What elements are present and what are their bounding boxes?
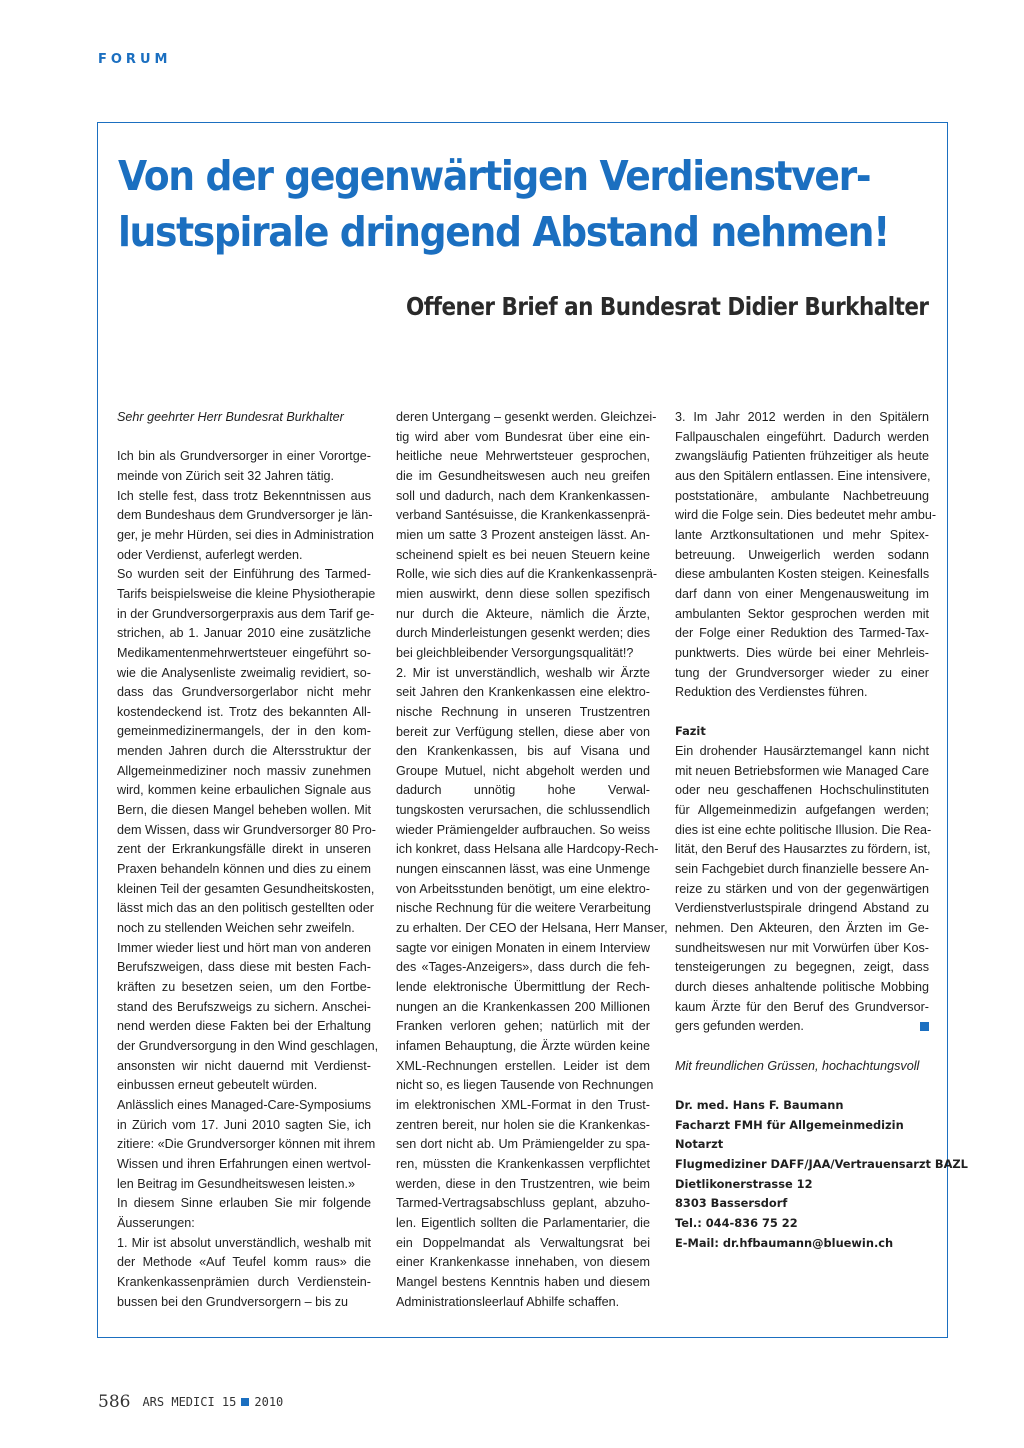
text-line: zu erhalten. Der CEO der Helsana, Herr Manser, — [396, 921, 668, 936]
text-line: betreuung. Unweigerlich werden sodann — [675, 547, 929, 562]
text-line: wieder Prämiengelder aufbrauchen. So weiss — [396, 822, 650, 837]
signature-line: Dietlikonerstrasse 12 — [675, 1176, 813, 1191]
page-footer — [98, 1392, 283, 1412]
text-line: menden Jahren durch die Altersstruktur der — [117, 744, 371, 759]
text-line: der Grundversorgung in den Wind geschlagen, — [117, 1038, 379, 1053]
text-line: bereit zur Verfügung stellen, diese aber von — [396, 724, 650, 739]
text-line: dem Wissen, dass wir Grundversorger 80 Pro- — [117, 822, 376, 837]
text-line: oder neu geschaffenen Hochschulinstituten — [675, 783, 929, 798]
headline-line-1: Von der gegenwärtigen Verdienstver- — [118, 152, 871, 200]
signature-line: E-Mail: dr.hfbaumann@bluewin.ch — [675, 1235, 894, 1250]
text-line: Ich stelle fest, dass trotz Bekenntnissen aus — [117, 488, 371, 503]
text-line: gers gefunden werden. — [675, 1017, 929, 1037]
text-line: dadurch unnötig hohe Verwal- — [396, 783, 650, 798]
page-number: 586 — [98, 1392, 131, 1412]
text-line: zent der Erkrankungsfälle direkt in unseren — [117, 842, 371, 857]
text-line: sundheitswesen nur mit Vorwürfen über Kos- — [675, 940, 929, 955]
text-line: zentren bereit, nur holen sie die Krankenkas- — [396, 1117, 650, 1132]
fazit-heading: Fazit — [675, 724, 706, 739]
signature-line: 8303 Bassersdorf — [675, 1196, 788, 1211]
text-line: von Arbeitsstunden benötigt, um eine elektro- — [396, 881, 650, 896]
signature-line: Tel.: 044-836 75 22 — [675, 1215, 798, 1230]
text-line: Praxen behandeln können und dies zu einem — [117, 862, 371, 877]
text-line: len. Eigentlich sollten die Parlamentarier, die — [396, 1215, 650, 1230]
text-line: im elektronischen XML-Format in den Trust- — [396, 1097, 650, 1112]
end-of-article-square-icon — [920, 1022, 929, 1031]
text-line: nur durch die Akteure, nämlich die Ärzte, — [396, 606, 650, 621]
text-line: Wissen und ihren Erfahrungen einen wertvol- — [117, 1156, 371, 1171]
text-line: nungen einscannen lässt, was eine Unmenge — [396, 862, 651, 877]
article-subtitle: Offener Brief an Bundesrat Didier Burkhalter — [405, 292, 928, 321]
journal-year: 2010 — [254, 1395, 284, 1409]
text-line: mit neuen Betriebsformen wie Managed Care — [675, 763, 929, 778]
text-line: meinde von Zürich seit 32 Jahren tätig. — [117, 468, 335, 483]
text-line: lante Arztkonsultationen und mehr Spitex- — [675, 527, 929, 542]
text-line: wird, kommen keine erbaulichen Signale aus — [117, 783, 371, 798]
text-line: reize zu stärken und von der gegenwärtigen — [675, 881, 929, 896]
text-line: Immer wieder liest und hört man von anderen — [117, 940, 371, 955]
text-line: in der Grundversorgerpraxis aus dem Tarif ge- — [117, 606, 375, 621]
text-line: Tarifs beispielsweise die kleine Physiotherapie — [117, 586, 376, 601]
text-line: kleinen Teil der gesamten Gesundheitskosten, — [117, 881, 375, 896]
text-line: Mangel bestens Kenntnis haben und diesem — [396, 1274, 650, 1289]
headline-line-2: lustspirale dringend Abstand nehmen! — [118, 208, 889, 256]
column-3-body — [675, 408, 937, 703]
text-line: sagte vor einigen Monaten in einem Interview — [396, 940, 650, 955]
text-line: len Beitrag im Gesundheitswesen leisten.» — [117, 1176, 356, 1191]
text-line: 3. Im Jahr 2012 werden in den Spitälern — [675, 410, 929, 424]
text-line: nische Rechnung für die weitere Verarbeitung — [396, 901, 651, 916]
text-line: Rolle, wie sich dies auf die Krankenkassenprä- — [396, 567, 658, 582]
text-line: Verdienstverlustspirale dringend Abstand zu — [675, 901, 929, 916]
text-line: punktwerts. Dies würde bei einer Mehrleis- — [675, 645, 929, 660]
text-line: 2. Mir ist unverständlich, weshalb wir Ärzte — [396, 665, 650, 680]
text-line: nungen an die Krankenkassen 200 Millionen — [396, 999, 650, 1014]
text-line: lität, den Beruf des Hausarztes zu fördern, ist, — [675, 842, 931, 857]
footer-square-icon — [241, 1398, 249, 1406]
column-1-body — [117, 447, 379, 1312]
text-line: Krankenkassenprämien durch Verdienstein- — [117, 1274, 371, 1289]
text-line: sein Fachgebiet durch finanzielle bessere An- — [675, 862, 930, 877]
text-line: nend werden diese Fakten bei der Erhaltung — [117, 1019, 371, 1034]
text-line: wie die Analysenliste zweimalig revidiert, so- — [117, 665, 371, 680]
text-line: gemeinmedizinermangels, der in den kom- — [117, 724, 371, 739]
text-line: nicht so, es liegen Tausende von Rechnungen — [396, 1078, 654, 1093]
text-line: Franken verloren gehen; natürlich mit der — [396, 1019, 650, 1034]
text-line: aus den Spitälern entlassen. Eine intensivere, — [675, 468, 931, 483]
signature-block — [675, 1096, 968, 1253]
text-line: zitiere: «Die Grundversorger können mit ihrem — [117, 1137, 376, 1152]
text-line: tungskosten verursachen, die schlussendlich — [396, 803, 650, 818]
text-line: dies ist eine echte politische Illusion. Die Rea- — [675, 822, 932, 837]
text-line: deren Untergang – gesenkt werden. Gleichzei- — [396, 410, 657, 424]
text-line: heitliche neue Mehrwertsteuer gesprochen, — [396, 449, 650, 464]
text-line: dem Bundeshaus dem Grundversorger je län- — [117, 508, 373, 523]
signature-line: Notarzt — [675, 1137, 724, 1152]
text-line: nische Rechnung in unseren Trustzentren — [396, 704, 650, 719]
text-line: nehmen. Den Akteuren, den Ärzten im Ge- — [675, 921, 929, 936]
text-line: seit Jahren den Krankenkassen eine elektro- — [396, 685, 650, 700]
text-line: Anlässlich eines Managed-Care-Symposiums — [117, 1097, 372, 1112]
text-line: In diesem Sinne erlauben Sie mir folgende — [117, 1196, 371, 1211]
text-line: den Krankenkassen, bis auf Visana und — [396, 744, 650, 759]
text-line: poststationäre, ambulante Nachbetreuung — [675, 488, 929, 503]
text-line: tung der Grundversorger wieder zu einer — [675, 665, 929, 680]
text-line: So wurden seit der Einführung des Tarmed- — [117, 567, 371, 582]
text-line: durch Minderleistungen gesenkt werden; dies — [396, 626, 650, 641]
text-line: diese ambulanten Kosten steigen. Keinesfalls — [675, 567, 930, 582]
text-column-3 — [675, 408, 968, 1253]
text-line: sen dort nicht ab. Um Prämiengelder zu spa- — [396, 1137, 650, 1152]
text-line: bussen bei den Grundversorgern – bis zu — [117, 1294, 349, 1309]
text-line: der Folge einer Reduktion des Tarmed-Tax- — [675, 626, 929, 641]
column-2-body — [396, 408, 668, 1312]
text-line: Tarmed-Vertragsabschluss geplant, abzuho- — [396, 1196, 650, 1211]
text-line: Ich bin als Grundversorger in einer Vorortge- — [117, 449, 371, 464]
text-line: kaum Ärzte für den Beruf des Grundversor- — [675, 999, 929, 1014]
text-line: Groupe Mutuel, nicht abgeholt werden und — [396, 763, 650, 778]
text-line: Bern, die diesen Mangel beheben wollen. Mit — [117, 803, 371, 818]
text-line: einbussen erneut gebeutelt würden. — [117, 1078, 318, 1093]
fazit-body — [675, 742, 932, 1037]
text-line: in Zürich vom 17. Juni 2010 sagten Sie, ich — [117, 1117, 371, 1132]
text-line: für Allgemeinmedizin aufgefangen werden; — [675, 803, 929, 818]
text-line: Reduktion des Verdienstes führen. — [675, 685, 868, 700]
text-line: Administrationsleerlauf Abhilfe schaffen. — [396, 1294, 620, 1309]
text-line: Fallpauschalen eingeführt. Dadurch werden — [675, 429, 929, 444]
text-line: XML-Rechnungen erstellen. Leider ist dem — [396, 1058, 650, 1073]
salutation: Sehr geehrter Herr Bundesrat Burkhalter — [117, 410, 344, 424]
text-line: soll und dadurch, nach dem Krankenkassen- — [396, 488, 650, 503]
signature-line: Flugmediziner DAFF/JAA/Vertrauensarzt BAZL — [675, 1156, 968, 1171]
text-line: Medikamentenmehrwertsteuer eingeführt so- — [117, 645, 371, 660]
text-line: werden, diese in den Trustzentren, wie beim — [396, 1176, 650, 1191]
text-line: ansonsten wir nicht dauernd mit Verdienst- — [117, 1058, 371, 1073]
text-line: der Methode «Auf Teufel komm raus» die — [117, 1255, 371, 1270]
text-line: tig wird aber vom Bundesrat über eine ein- — [396, 429, 650, 444]
text-line: Äusserungen: — [117, 1215, 195, 1230]
signature-line: Facharzt FMH für Allgemeinmedizin — [675, 1117, 904, 1132]
text-line: oder Verdienst, auferlegt werden. — [117, 547, 303, 562]
text-column-1 — [117, 408, 379, 1312]
text-line: bei gleichbleibender Versorgungsqualität!? — [396, 645, 634, 660]
text-column-2 — [396, 408, 668, 1312]
text-line: strichen, ab 1. Januar 2010 eine zusätzliche — [117, 626, 371, 641]
text-line: mien um satte 3 Prozent ansteigen lässt. An- — [396, 527, 650, 542]
text-line: scheinend spielt es bei neuen Steuern keine — [396, 547, 650, 562]
text-line: ren, müssten die Krankenkassen verpflichtet — [396, 1156, 650, 1171]
text-line: wird die Folge sein. Dies bedeutet mehr ambu- — [675, 508, 937, 523]
text-line: Allgemeinmediziner noch massiv zunehmen — [117, 763, 371, 778]
text-line: darf dann von einer Mengenausweitung im — [675, 586, 929, 601]
text-line: ger, je mehr Hürden, sei dies in Administration — [117, 527, 374, 542]
text-line: ein Doppelmandat als Verwaltungsrat bei — [396, 1235, 650, 1250]
text-line: kräften zu besetzen seien, um den Fortbe- — [117, 980, 371, 995]
text-line: stand des Berufszweigs zu sichern. Anschei- — [117, 999, 371, 1014]
text-line: ich konkret, dass Helsana alle Hardcopy-Rech- — [396, 842, 659, 857]
signature-line: Dr. med. Hans F. Baumann — [675, 1097, 844, 1112]
text-line: noch zu stellenden Weichen sehr zweifeln. — [117, 921, 355, 936]
article-headline — [118, 148, 889, 260]
text-line: die im Gesundheitswesen auch neu greifen — [396, 468, 650, 483]
text-line: tensteigerungen zu begegnen, zeigt, dass — [675, 960, 929, 975]
text-line: durch dieses anhaltende politische Mobbing — [675, 980, 929, 995]
text-line: einer Krankenkasse innehaben, von diesem — [396, 1255, 650, 1270]
text-line: kostendeckend ist. Trotz des bekannten All- — [117, 704, 371, 719]
text-line: des «Tages-Anzeigers», dass durch die feh- — [396, 960, 650, 975]
text-line: Berufszweigen, dass diese mit besten Fach- — [117, 960, 371, 975]
text-line: 1. Mir ist absolut unverständlich, weshalb mit — [117, 1235, 371, 1250]
text-line: zwangsläufig Patienten frühzeitiger als heute — [675, 449, 929, 464]
text-line: infamen Behauptung, die Ärzte würden keine — [396, 1039, 650, 1053]
text-line: Ein drohender Hausärztemangel kann nicht — [675, 744, 929, 759]
text-line: verband Santésuisse, die Krankenkassenprä- — [396, 508, 651, 523]
section-label: FORUM — [98, 52, 172, 67]
text-line: lässt mich das an den politisch gestellten oder — [117, 901, 374, 916]
journal-name: ARS MEDICI 15 — [142, 1395, 237, 1409]
text-line: lende elektronische Übermittlung der Rech- — [396, 980, 650, 995]
text-line: dass das Grundversorgerlabor nicht mehr — [117, 685, 371, 700]
closing-line: Mit freundlichen Grüssen, hochachtungsvoll — [675, 1058, 920, 1073]
text-line: mien auswirkt, denn diese sollen spezifisch — [396, 586, 650, 601]
text-line: ambulanten Sektor gesprochen werden mit — [675, 606, 929, 621]
